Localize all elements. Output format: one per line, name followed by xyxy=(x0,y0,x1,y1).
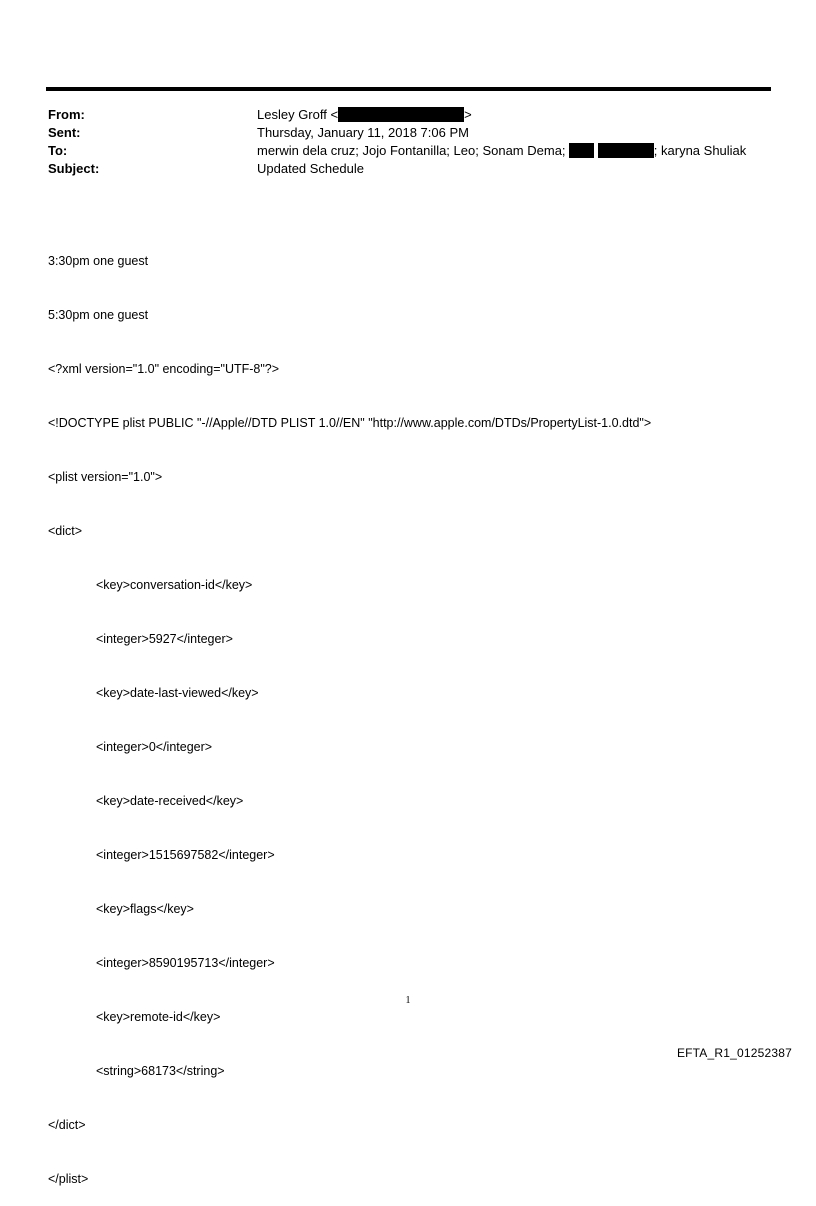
body-line: <dict> xyxy=(48,524,83,538)
to-row xyxy=(48,142,768,160)
body-line: <key>flags</key> xyxy=(96,902,194,916)
from-close: > xyxy=(464,107,472,122)
sent-row xyxy=(48,124,768,142)
body-line: </plist> xyxy=(48,1172,89,1186)
body-line: 3:30pm one guest xyxy=(48,254,149,268)
to-label: To: xyxy=(48,143,68,158)
body-line: <integer>0</integer> xyxy=(96,740,213,754)
redaction-box xyxy=(338,107,464,122)
from-label: From: xyxy=(48,107,85,122)
subject-row xyxy=(48,160,768,178)
body-line: <key>remote-id</key> xyxy=(96,1010,221,1024)
body-line: 5:30pm one guest xyxy=(48,308,149,322)
redaction-box xyxy=(569,143,594,158)
header-divider xyxy=(46,87,771,91)
body-line: <plist version="1.0"> xyxy=(48,470,163,484)
body-line: <integer>5927</integer> xyxy=(96,632,233,646)
sent-value: Thursday, January 11, 2018 7:06 PM xyxy=(257,125,469,140)
body-line: <key>date-last-viewed</key> xyxy=(96,686,259,700)
body-line: <key>conversation-id</key> xyxy=(96,578,253,592)
to-recipients-end: ; karyna Shuliak xyxy=(653,143,747,158)
body-line: <?xml version="1.0" encoding="UTF-8"?> xyxy=(48,362,280,376)
page-number: 1 xyxy=(405,995,411,1006)
body-line: <integer>1515697582</integer> xyxy=(96,848,275,862)
body-line: <!DOCTYPE plist PUBLIC "-//Apple//DTD PLIST 1.0//EN" "http://www.apple.com/DTDs/PropertyList-1.0.dtd"> xyxy=(48,416,652,430)
from-name: Lesley Groff < xyxy=(257,107,339,122)
document-id: EFTA_R1_01252387 xyxy=(676,1046,792,1060)
subject-label: Subject: xyxy=(48,161,100,176)
sent-label: Sent: xyxy=(48,125,81,140)
to-value xyxy=(257,142,746,160)
subject-value: Updated Schedule xyxy=(257,161,364,176)
body-line: <integer>8590195713</integer> xyxy=(96,956,275,970)
from-row xyxy=(48,106,768,124)
redaction-box xyxy=(598,143,654,158)
body-line: <key>date-received</key> xyxy=(96,794,244,808)
body-line: <string>68173</string> xyxy=(96,1064,225,1078)
to-recipients: merwin dela cruz; Jojo Fontanilla; Leo; Sonam Dema; xyxy=(257,143,566,158)
body-line: </dict> xyxy=(48,1118,86,1132)
from-value xyxy=(257,106,472,124)
email-body xyxy=(48,216,768,1206)
